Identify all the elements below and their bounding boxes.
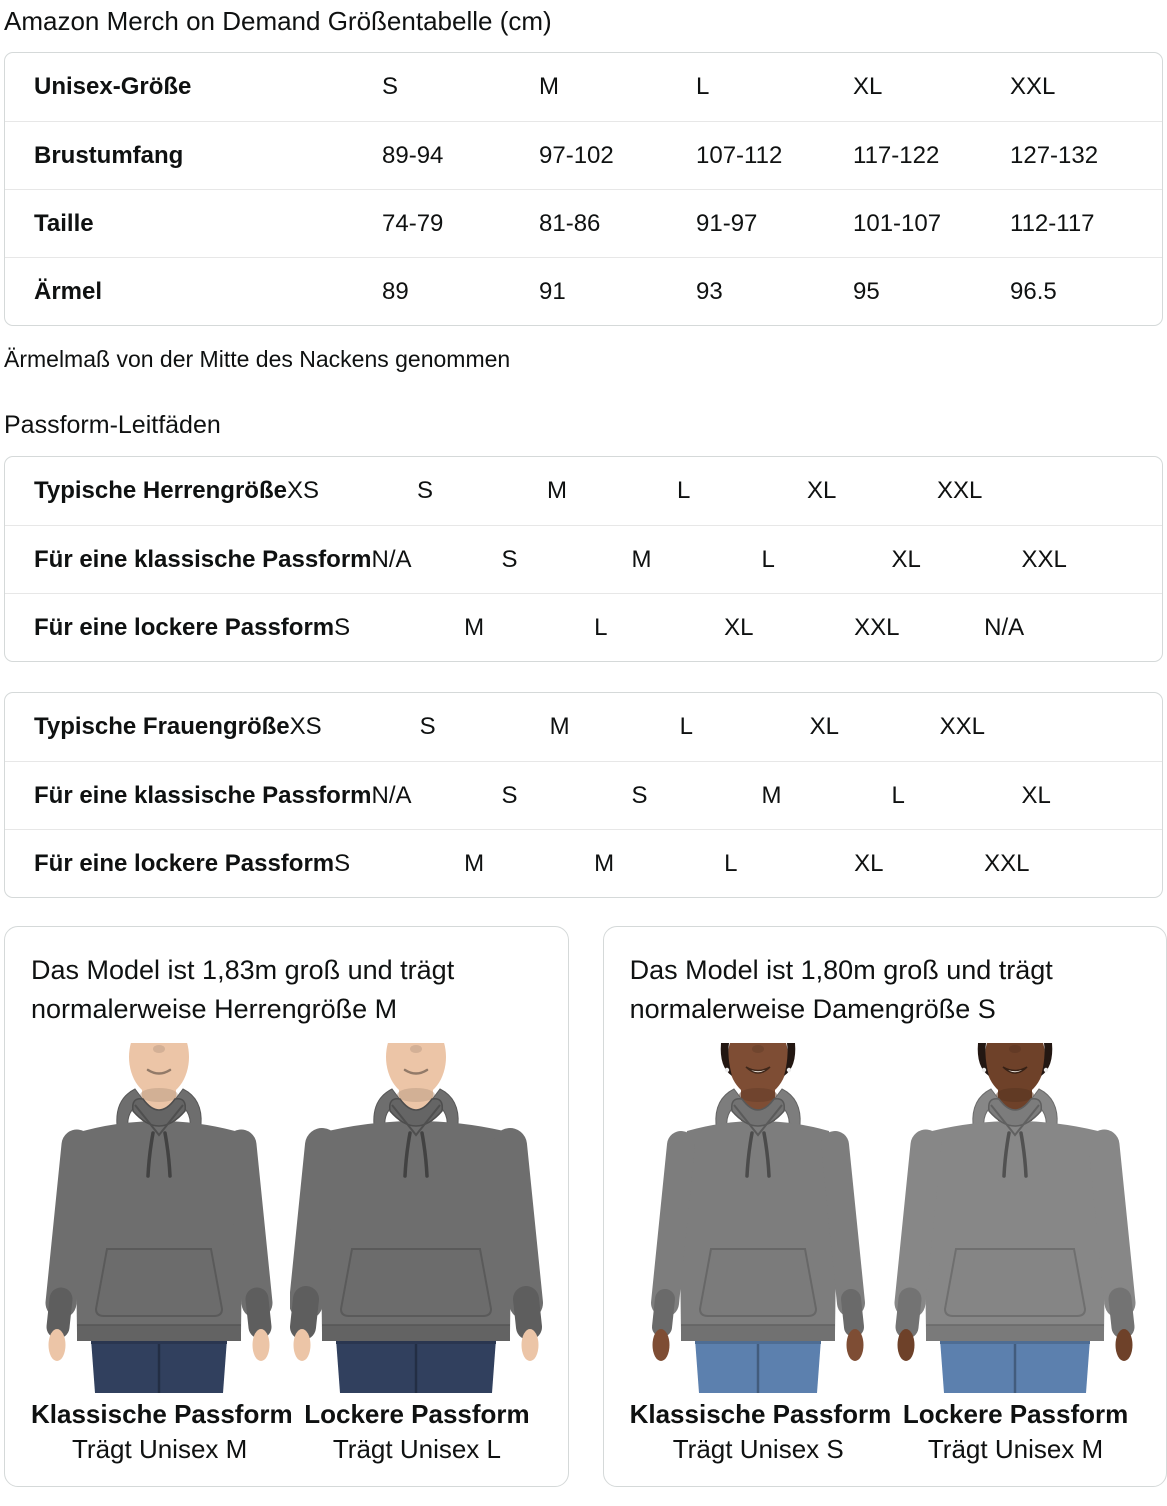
size-chart-page <box>0 6 1167 1487</box>
size-value-cell: 91 <box>539 277 566 305</box>
table-row <box>5 693 1162 761</box>
unisex-size-table <box>4 52 1163 326</box>
size-value-cell: L <box>696 73 710 100</box>
size-value-cell: XL <box>1021 781 1051 809</box>
size-value-cell: S <box>334 849 351 877</box>
size-value-cell: N/A <box>984 613 1025 641</box>
fit-guides-title: Passform-Leitfäden <box>4 411 221 439</box>
size-value-cell: M <box>546 477 567 504</box>
size-value-cell: S <box>334 613 351 641</box>
table-row <box>5 593 1162 661</box>
size-value-cell: XL <box>853 73 883 100</box>
table-row <box>5 121 1162 189</box>
hoodie-model-illustration <box>889 1043 1142 1393</box>
model-photo <box>288 1043 545 1466</box>
model-photos <box>31 1043 546 1466</box>
row-label: Ärmel <box>34 277 103 305</box>
size-value-cell: XXL <box>939 713 985 740</box>
mens-fit-table <box>4 456 1163 662</box>
table-row <box>5 457 1162 525</box>
wears-size-label: Trägt Unisex M <box>927 1434 1104 1464</box>
size-value-cell: S <box>631 781 648 809</box>
size-value-cell: 112-117 <box>1010 209 1095 237</box>
size-value-cell: 101-107 <box>853 209 942 237</box>
size-value-cell: L <box>891 781 905 809</box>
hoodie-model-illustration <box>33 1043 286 1393</box>
fit-type-label: Lockere Passform <box>304 1399 530 1429</box>
table-row <box>5 829 1162 897</box>
fit-type-label: Klassische Passform <box>629 1399 892 1429</box>
row-label: Für eine klassische Passform <box>34 545 372 573</box>
size-value-cell: XXL <box>936 477 983 504</box>
size-value-cell: 93 <box>696 277 723 305</box>
size-value-cell: N/A <box>371 545 412 573</box>
row-label: Unisex-Größe <box>34 73 192 100</box>
size-value-cell: XL <box>806 477 837 504</box>
hoodie-model-illustration <box>290 1043 543 1393</box>
size-value-cell: M <box>549 713 570 740</box>
size-value-cell: 74-79 <box>382 209 444 237</box>
fit-type-label: Lockere Passform <box>902 1399 1129 1429</box>
page-title: Amazon Merch on Demand Größentabelle (cm) <box>4 6 552 36</box>
model-description: Das Model ist 1,80m groß und trägt normalerweise Damengröße S <box>629 955 1053 1024</box>
row-label: Brustumfang <box>34 141 184 169</box>
size-value-cell: M <box>539 73 559 100</box>
table-row <box>5 761 1162 829</box>
size-value-cell: XS <box>289 713 322 740</box>
sleeve-measure-note: Ärmelmaß von der Mitte des Nackens genommen <box>4 346 511 372</box>
size-value-cell: 81-86 <box>539 209 601 237</box>
size-value-cell: L <box>724 849 738 877</box>
table-row <box>5 189 1162 257</box>
row-label: Typische Herrengröße <box>34 477 287 504</box>
size-value-cell: XXL <box>984 849 1030 877</box>
wears-size-label: Trägt Unisex S <box>672 1434 844 1464</box>
row-label: Typische Frauengröße <box>34 713 290 740</box>
size-value-cell: 107-112 <box>696 141 783 169</box>
size-value-cell: L <box>679 713 693 740</box>
size-value-cell: 89 <box>382 277 409 305</box>
size-value-cell: L <box>676 477 691 504</box>
size-value-cell: 89-94 <box>382 141 444 169</box>
model-photo <box>887 1043 1144 1466</box>
row-label: Für eine lockere Passform <box>34 613 335 641</box>
size-value-cell: 117-122 <box>853 141 940 169</box>
size-value-cell: 127-132 <box>1010 141 1099 169</box>
table-row <box>5 525 1162 593</box>
size-value-cell: XXL <box>1010 73 1056 100</box>
size-value-cell: L <box>761 545 775 573</box>
table-row <box>5 53 1162 121</box>
size-value-cell: S <box>419 713 436 740</box>
size-value-cell: S <box>382 73 399 100</box>
size-value-cell: XS <box>286 477 319 504</box>
size-value-cell: L <box>594 613 608 641</box>
size-value-cell: 97-102 <box>539 141 614 169</box>
size-value-cell: N/A <box>371 781 412 809</box>
size-value-cell: 91-97 <box>696 209 758 237</box>
wears-size-label: Trägt Unisex L <box>332 1434 501 1464</box>
size-value-cell: XL <box>724 613 754 641</box>
size-value-cell: XXL <box>1021 545 1067 573</box>
size-value-cell: M <box>464 613 485 641</box>
mens-model-card <box>4 926 569 1487</box>
model-description: Das Model ist 1,83m groß und trägt normalerweise Herrengröße M <box>31 955 455 1024</box>
size-value-cell: M <box>594 849 615 877</box>
size-value-cell: 96.5 <box>1010 277 1057 305</box>
size-value-cell: S <box>416 477 433 504</box>
size-value-cell: M <box>761 781 782 809</box>
model-photo <box>31 1043 293 1466</box>
size-value-cell: XL <box>854 849 884 877</box>
size-value-cell: XL <box>809 713 839 740</box>
table-row <box>5 257 1162 325</box>
row-label: Für eine klassische Passform <box>34 781 372 809</box>
size-value-cell: XXL <box>854 613 900 641</box>
model-cards <box>4 926 1163 1487</box>
size-value-cell: S <box>501 545 518 573</box>
size-value-cell: M <box>464 849 485 877</box>
womens-fit-table <box>4 692 1163 898</box>
size-value-cell: 95 <box>853 277 880 305</box>
wears-size-label: Trägt Unisex M <box>72 1434 248 1464</box>
row-label: Taille <box>34 209 94 237</box>
fit-type-label: Klassische Passform <box>31 1399 293 1429</box>
womens-model-card <box>603 926 1167 1487</box>
size-value-cell: XL <box>891 545 921 573</box>
row-label: Für eine lockere Passform <box>34 849 335 877</box>
size-value-cell: S <box>501 781 518 809</box>
size-value-cell: M <box>631 545 652 573</box>
hoodie-model-illustration <box>632 1043 885 1393</box>
model-photo <box>629 1043 892 1466</box>
model-photos <box>630 1043 1145 1466</box>
